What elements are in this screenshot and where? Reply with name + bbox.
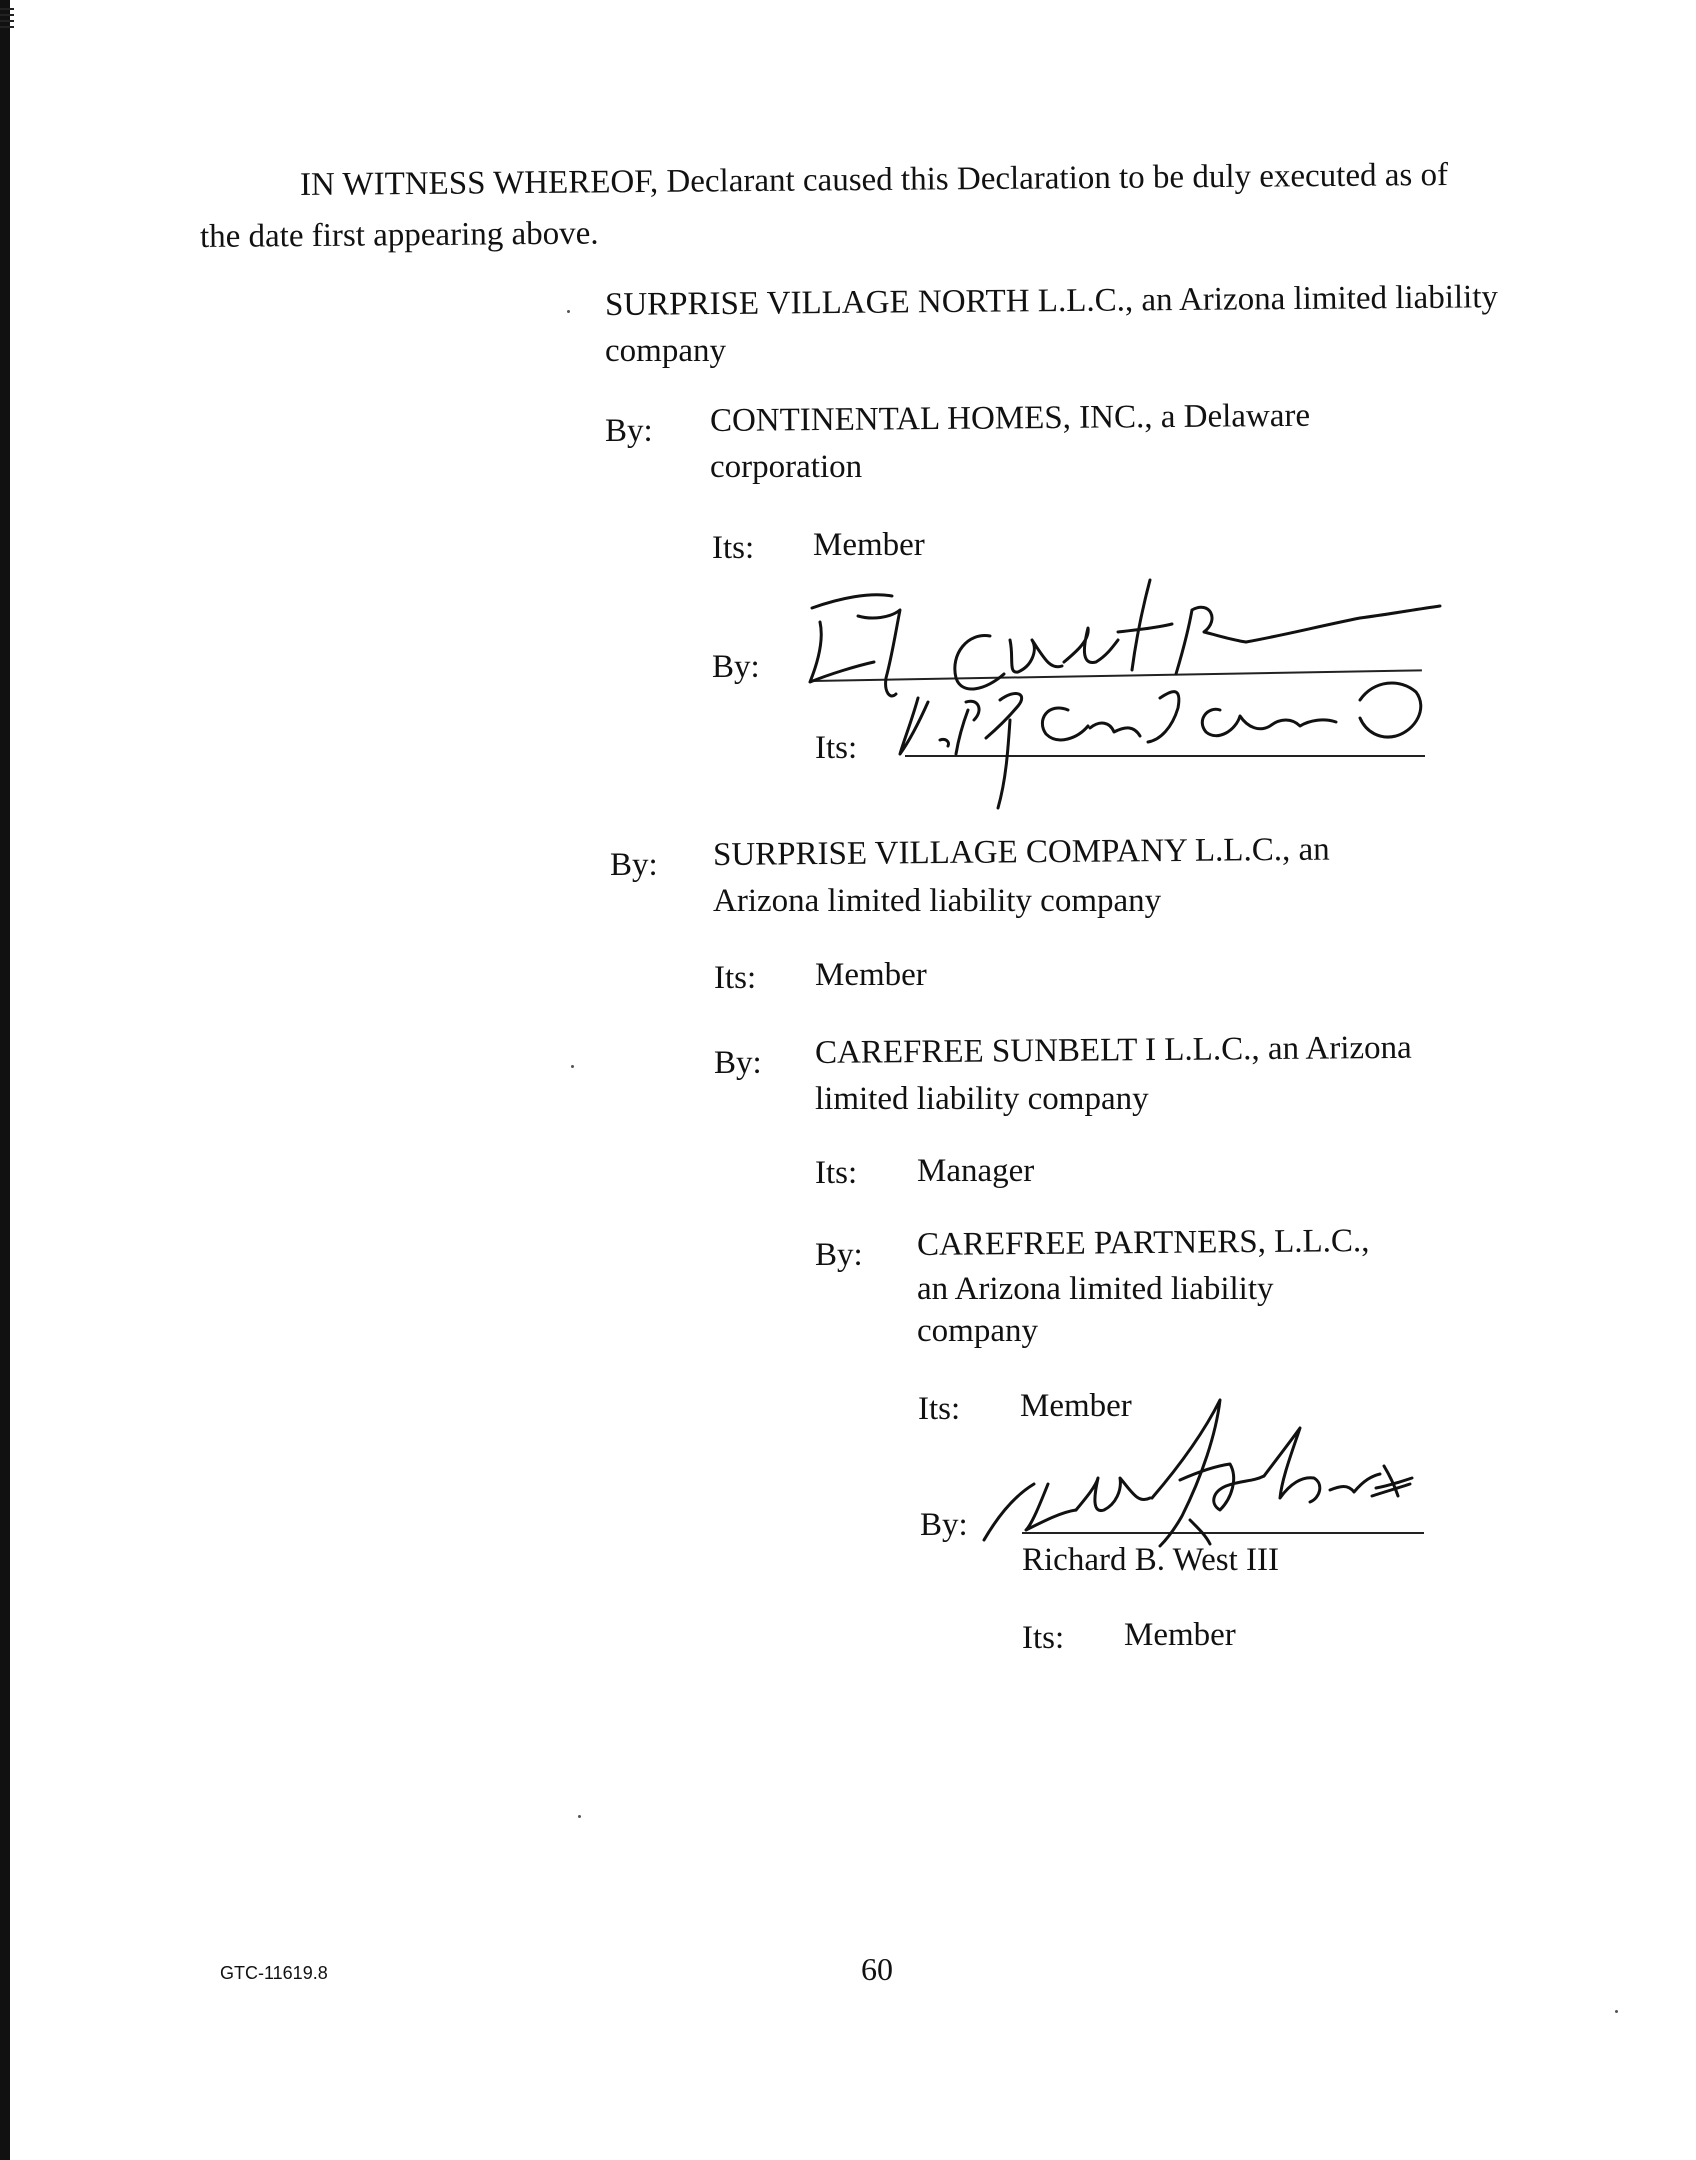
block2-its-value: Member <box>815 957 927 993</box>
scan-edge-mark <box>0 14 14 16</box>
block1-name-line-1: CONTINENTAL HOMES, INC., a Delaware <box>709 397 1311 439</box>
scan-speck <box>567 310 570 313</box>
block2-name-line-2: Arizona limited liability company <box>713 883 1162 919</box>
block1-signature-image <box>800 570 1450 820</box>
scan-edge-mark <box>0 26 14 28</box>
witness-line-1: IN WITNESS WHEREOF, Declarant caused this Declaration to be duly executed as of <box>299 156 1449 203</box>
block2-subsub-name-line-2: an Arizona limited liability <box>917 1271 1274 1307</box>
block2-its-label: Its: <box>714 960 757 996</box>
block2-subsub-its-value: Member <box>1020 1388 1132 1424</box>
block2-subsub-its-label: Its: <box>918 1391 961 1427</box>
block2-signer-its-value: Member <box>1124 1617 1236 1653</box>
block1-signer-by-label: By: <box>712 649 760 685</box>
block2-subsub-signer-by-label: By: <box>920 1507 968 1543</box>
block1-its-label: Its: <box>712 530 755 566</box>
block2-by-label: By: <box>610 847 658 883</box>
scan-speck <box>578 1815 581 1818</box>
block2-sub-its-label: Its: <box>815 1155 858 1191</box>
document-id: GTC-11619.8 <box>220 1963 328 1983</box>
scan-speck <box>1615 2010 1618 2013</box>
block1-name-line-2: corporation <box>710 449 863 485</box>
block2-sub-name-line-1: CAREFREE SUNBELT I L.L.C., an Arizona <box>814 1029 1412 1071</box>
scan-left-edge <box>0 0 10 2160</box>
witness-line-2: the date first appearing above. <box>199 215 599 255</box>
entity-name-line-2: company <box>605 333 726 369</box>
block2-signer-name: Richard B. West III <box>1022 1542 1280 1578</box>
page-number: 60 <box>861 1951 893 1987</box>
block2-subsub-name-line-3: company <box>917 1313 1038 1349</box>
block2-sub-name-line-2: limited liability company <box>815 1081 1149 1117</box>
entity-name-line-1: SURPRISE VILLAGE NORTH L.L.C., an Arizona limited liability <box>604 279 1499 323</box>
scan-edge-mark <box>0 8 14 10</box>
block2-subsub-name-line-1: CAREFREE PARTNERS, L.L.C., <box>916 1223 1370 1263</box>
block1-its-value: Member <box>813 527 925 563</box>
block2-signature-image <box>980 1380 1440 1560</box>
block2-sub-its-value: Manager <box>917 1153 1035 1189</box>
block2-subsub-by-label: By: <box>815 1237 863 1273</box>
block2-sub-by-label: By: <box>714 1045 762 1081</box>
block2-name-line-1: SURPRISE VILLAGE COMPANY L.L.C., an <box>712 831 1330 873</box>
scan-speck <box>571 1065 574 1068</box>
block2-signer-its-label: Its: <box>1022 1620 1065 1656</box>
block1-by-label: By: <box>605 413 653 449</box>
block1-signer-its-label: Its: <box>815 730 858 766</box>
scan-edge-mark <box>0 20 14 22</box>
